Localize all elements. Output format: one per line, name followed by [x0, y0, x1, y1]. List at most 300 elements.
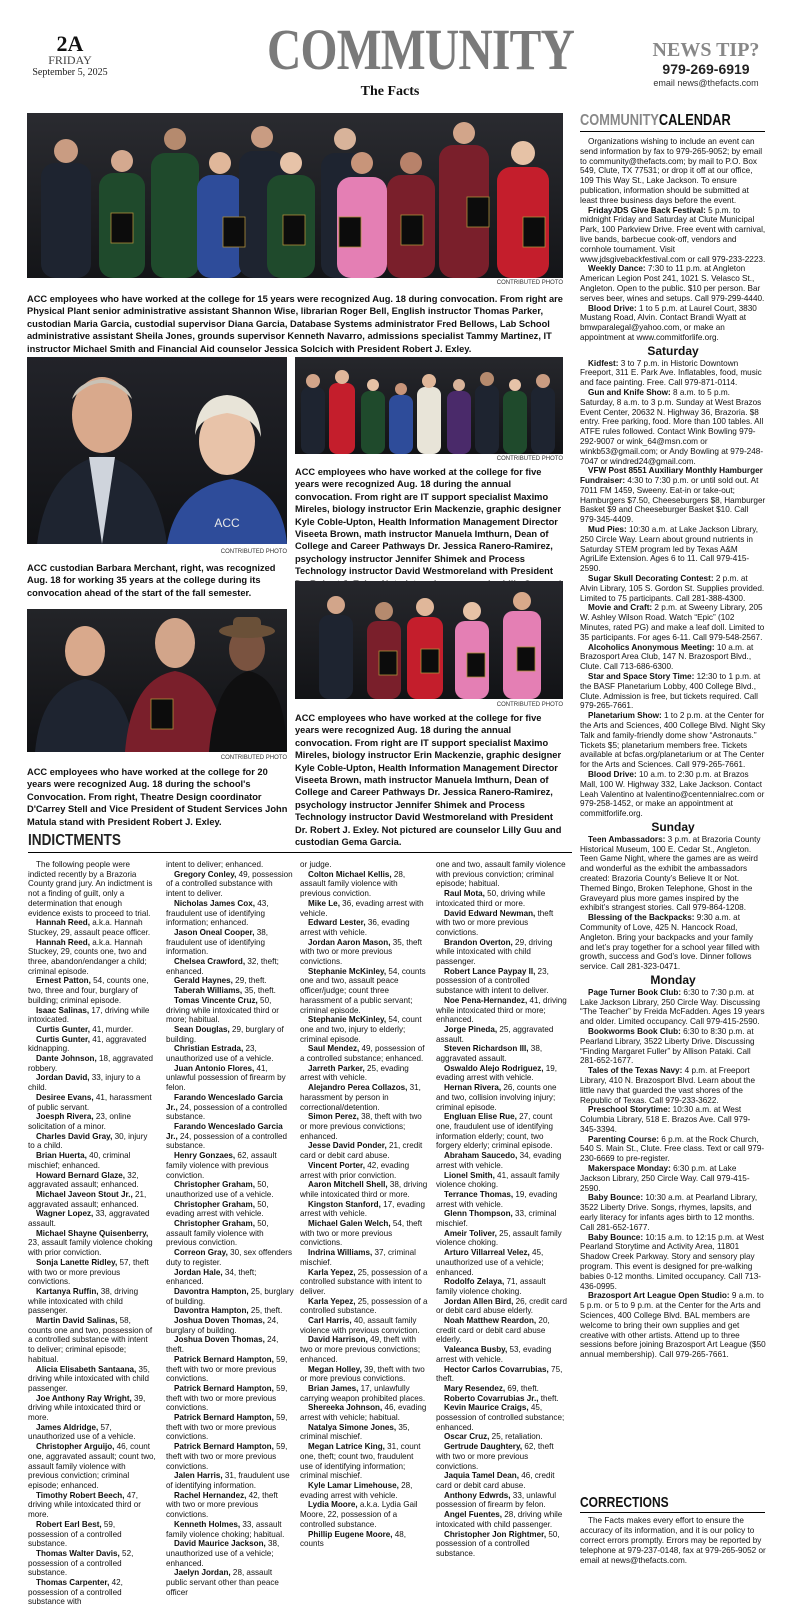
indictment-entry [28, 1093, 156, 1112]
indictment-entry-name: Saul Mendez, [308, 1044, 360, 1054]
indictment-entry-detail: a.k.a. Hannah Stuckey, 29, assault peace officer. [28, 918, 151, 937]
calendar-event-detail: 10:30 a.m. at Pearland Library, 3522 Liberty Drive. Songs, rhymes, lapsits, and early literacy for infants ages birth to 12 months. Call 281-652-1677. [580, 1193, 758, 1232]
indictment-entry-detail: 42, theft with two or more previous convictions. [166, 1490, 278, 1520]
indictment-entry-name: Christopher Arguijo, [36, 1442, 115, 1452]
indictment-entry-detail: 38, unauthorized use of a vehicle; enhanced. [166, 1539, 280, 1568]
calendar-event-detail: 8 a.m. to 5 p.m. Saturday, 8 a.m. to 3 p.m. Sunday at West Brazos Event Center, 20632 N. Highway 36, Brazoria. $8 entry. Free parking, food. More than 100 tables. All ATFE rules followed. Contact Wink Bowling 979-292-9007 or wink_64@msn.com or winkb53@gmail.com; or Andy Bowling at 979-248-7047 or windred24@gmail.com. [580, 387, 764, 466]
indictments-column-2 [166, 860, 294, 1600]
indictment-entry-name: Natalya Simone Jones, [308, 1422, 397, 1432]
indictment-entry-detail: 50, possession of a controlled substance. [436, 1529, 560, 1558]
indictment-entry [166, 1064, 294, 1093]
calendar-event [580, 359, 766, 388]
indictment-entry-detail: 39, theft with two or more previous convictions. [300, 1364, 425, 1384]
indictment-entry [28, 1006, 156, 1025]
calendar-event-detail: 3 p.m. at Brazoria County Historical Museum, 100 E. Cedar St., Angleton. Teen Game Night, where the games are as weird and wonderful as the exhibit the ambassadors created: Brazoria County’s Believe It or Not. Themed Bingo, Broken Telephone, Ghost in the Graveyard plus more games inspired by the exhibit’s strangest stories. Call 979-864-1208. [580, 834, 761, 913]
calendar-event [580, 388, 766, 466]
indictment-entry [436, 1510, 568, 1529]
indictment-entry-name: Anthony Edwrds, [444, 1490, 511, 1500]
indictment-entry-name: Davontra Hampton, [174, 1306, 249, 1316]
indictment-entry [166, 1539, 294, 1568]
indictment-entry [300, 1112, 428, 1141]
indictment-entry [436, 1190, 568, 1209]
indictment-entry-detail: 50, unauthorized use of a vehicle. [166, 1180, 274, 1199]
indictment-entry-name: Stephanie McKinley, [308, 966, 387, 976]
indictment-entry [166, 928, 294, 957]
indictment-entry-name: Engluan Elise Rue, [444, 1112, 517, 1122]
indictment-entry [436, 860, 568, 889]
indictment-entry [166, 1151, 294, 1180]
indictment-entry-detail: 35, criminal mischief. [300, 1422, 410, 1442]
indictment-entry-name: Arturo Villarreal Velez, [444, 1248, 530, 1258]
indictments-column-1 [28, 860, 156, 1607]
indictment-entry-name: Farando Wenceslado Garcia Jr., [166, 1092, 283, 1112]
calendar-event [580, 1135, 766, 1164]
indictment-entry-detail: 50, assault family violence with previous conviction. [166, 1219, 269, 1248]
indictment-entry-name: Mike Le, [308, 898, 340, 908]
photo-credit: CONTRIBUTED PHOTO [496, 280, 563, 286]
indictment-entry-detail: 26, counts one and two, collision involving injury; criminal episode. [436, 1083, 557, 1112]
indictment-entry-name: Simon Perez, [308, 1112, 359, 1122]
calendar-event-detail: 3 to 7 p.m. in Historic Downtown Freeport, 311 E. Park Ave. Inflatables, food, music and face painting. Free. Call 979-871-0114. [580, 358, 762, 388]
indictment-entry-name: Lydia Moore, [308, 1500, 358, 1510]
calendar-event-name: Kidfest: [588, 358, 619, 368]
indictment-entry-name: Dante Johnson, [36, 1054, 97, 1064]
indictment-entry-detail: 28, assault public servant other than peace officer [166, 1568, 279, 1597]
indictment-entry-detail: 21, credit card or debit card abuse. [300, 1141, 423, 1161]
indictment-entry [28, 1491, 156, 1520]
indictment-entry-name: Jarreth Parker, [308, 1063, 365, 1073]
calendar-event-name: Movie and Craft: [588, 603, 653, 613]
indictment-entry [436, 1297, 568, 1316]
indictment-entry [166, 1471, 294, 1490]
indictment-entry-name: Gregory Conley, [174, 869, 237, 879]
group-photo-illustration [27, 113, 563, 278]
indictment-entry [300, 1365, 428, 1384]
calendar-event [580, 574, 766, 603]
indictment-entry [28, 1171, 156, 1190]
indictment-entry-name: Jorge Pineda, [444, 1024, 498, 1034]
calendar-event-detail: 5 p.m. to midnight Friday and Saturday at Clute Municipal Park, 100 Parkview Drive. Free event with carnival, live bands, barbecue cook-off, vendors and cornhole tournament. Visit www.jdsgivebackfestival.com or call 979-233-2223. [580, 205, 766, 264]
indictment-entry-detail: 48, counts [300, 1529, 407, 1549]
indictment-entry [28, 1578, 156, 1607]
calendar-event-name: Brazosport Art League Open Studio: [588, 1291, 730, 1301]
indictment-entry-name: David Harrison, [308, 1335, 368, 1345]
indictment-entry-name: Jaelyn Jordan, [174, 1568, 231, 1578]
indictment-entry-name: Jesse David Ponder, [308, 1141, 387, 1151]
indictment-entry [166, 1268, 294, 1287]
indictment-entry [166, 1413, 294, 1442]
caption-5-years-b: ACC employees who have worked at the college for five years were recognized Aug. 18 during the annual convocation. From right are IT support specialist Maximo Mireles, biology instructor Erin Mackenzie, graphic designer Kyle Coble-Upton, Health Information Management Director Viseeta Brown, math instructor Manuela Imthurn, Dean of College and Career Pathways Dr. Jessica Ranero-Ramirez, psychology instructor Jennifer Shimek and Process Technology instructor David Westmoreland with President Dr. Robert J. Exley. Not pictured are counselor Lilly Guu and custodian Gema Garcia. [295, 713, 562, 848]
indictment-entry-detail: 27, count one, fraudulent use of identifying information elderly; count, two forgery elderly; criminal episode. [436, 1112, 553, 1151]
indictment-entry-name: Alicia Elisabeth Santaana, [36, 1364, 137, 1374]
indictment-entry-name: Patrick Bernard Hampton, [174, 1383, 274, 1393]
indictments-title: INDICTMENTS [28, 832, 121, 849]
calendar-event-detail: 9 a.m. to 5 p.m. or 5 to 9 p.m. at the Center for the Arts and Sciences, 400 College Blvd. BAL members are welcome to bring their own supplies and get creative with other artists. Attend up to three sessions before joining Brazosport Art League ($50 annual membership). Call 979-265-7661. [580, 1291, 766, 1360]
indictments-column-4 [436, 860, 568, 1600]
indictment-entry-name: Taberah Williams, [174, 986, 243, 996]
indictments-column-3 [300, 860, 428, 1600]
indictment-entry [436, 1403, 568, 1432]
indictment-entry-name: Oscar Cruz, [444, 1432, 490, 1442]
indictment-entry [436, 1394, 568, 1404]
indictment-entry-detail: 25, theft. [248, 1306, 283, 1316]
indictment-entry [300, 860, 428, 870]
indictment-entry-detail: 50, driving while intoxicated third or more; habitual. [166, 995, 279, 1025]
indictment-entry-name: Christopher Graham, [174, 1180, 255, 1190]
indictment-entry [28, 1209, 156, 1228]
indictment-entry-detail: 39, driving while intoxicated third or more. [28, 1393, 146, 1423]
masthead-logo: The Facts [360, 84, 420, 99]
indictment-entry-detail: 33, unlawful possession of firearm by felon. [436, 1490, 557, 1510]
calendar-monday [580, 988, 766, 1360]
calendar-sunday [580, 835, 766, 972]
calendar-event [580, 913, 766, 972]
indictment-entry-detail: 17, unlawfully carrying weapon prohibited places. [300, 1383, 426, 1403]
indictment-entry [166, 899, 294, 928]
calendar-event [580, 1066, 766, 1105]
indictment-entry-name: Lionel Smith, [444, 1170, 495, 1180]
indictment-entry-name: Patrick Bernard Hampton, [174, 1413, 274, 1423]
indictments-intro: The following people were indicted recently by a Brazoria County grand jury. An indictment is not a finding of guilt, only a determination that enough evidence exists to proceed to trial. [28, 860, 153, 918]
indictment-entry-detail: 30, injury to a child. [28, 1131, 148, 1151]
indictment-entry [166, 1335, 294, 1354]
indictment-entry-detail: 53, evading arrest with vehicle. [436, 1345, 552, 1364]
calendar-event [580, 1027, 766, 1066]
news-tip-email: email news@thefacts.com [653, 78, 759, 88]
indictment-entry-name: Wagner Lopez, [36, 1209, 94, 1219]
indictment-entry-name: Stephanie McKinley, [308, 1015, 387, 1025]
calendar-event-name: Mud Pies: [588, 525, 627, 535]
indictment-entry-detail: or judge. [300, 860, 332, 869]
indictment-entry-detail: 40, criminal mischief; enhanced. [28, 1151, 131, 1170]
indictment-entry-name: Jason Oneal Cooper, [174, 927, 255, 937]
indictment-entry-detail: theft with two or more previous convictions. [436, 908, 554, 937]
indictment-entry [166, 1044, 294, 1063]
indictment-entry-detail: 59, theft with two or more previous convictions. [166, 1442, 288, 1471]
indictment-entry-name: Jaquia Tamel Dean, [444, 1471, 519, 1481]
indictment-entry [166, 1093, 294, 1122]
corrections-text: The Facts makes every effort to ensure the accuracy of its information, and it is our policy to correct errors promptly. Errors may be reported by telephone at 979-237-0148, fax at 979-265-9052 or email at news@thefacts.com. [580, 1516, 766, 1565]
indictment-entry-detail: 24, possession of a controlled substance. [166, 1131, 288, 1151]
indictment-entry [436, 1112, 568, 1151]
calendar-event [580, 835, 766, 913]
calendar-event-name: Blood Drive: [588, 303, 637, 313]
indictment-entry-name: Kevin Maurice Craigs, [444, 1403, 529, 1413]
news-tip-title: NEWS TIP? [652, 39, 760, 61]
photo-15-years [27, 113, 563, 278]
indictment-entry-name: Timothy Robert Beech, [36, 1490, 125, 1500]
indictment-entry-detail: one and two, assault family violence with previous conviction; criminal episode; habitual. [436, 860, 566, 889]
indictment-entry-detail: 19, evading arrest with vehicle. [436, 1189, 558, 1209]
indictment-entry [300, 899, 428, 918]
indictment-entry-detail: 35, theft. [242, 986, 276, 996]
caption-20-years: ACC employees who have worked at the college for 20 years were recognized Aug. 18 during the school's Convocation. From right, Theatre Design coordinator D'Carrey Stell and Vice President of Student Services John Matula stand with President Robert J. Exley. [27, 767, 288, 827]
indictment-entry-detail: 59, theft with two or more previous convictions. [166, 1383, 288, 1413]
indictment-entry-detail: 49, possession of a controlled substance with intent to deliver. [166, 869, 293, 899]
indictment-entry [166, 976, 294, 986]
indictment-entry [166, 1442, 294, 1471]
indictment-entry-detail: 36, evading arrest with vehicle. [300, 898, 424, 918]
indictment-entry-detail: 28, assault family violence with previous conviction. [300, 869, 406, 899]
indictment-entry-detail: 23, online solicitation of a minor. [28, 1112, 131, 1131]
pair-photo-illustration [27, 357, 287, 544]
indictment-entry [300, 1316, 428, 1335]
group-photo-illustration [295, 581, 563, 699]
indictment-entry [436, 889, 568, 908]
indictment-entry-name: Juan Antonio Flores, [174, 1063, 255, 1073]
page-folio [30, 31, 110, 78]
indictment-entry [300, 1141, 428, 1160]
indictment-entry-name: Angel Fuentes, [444, 1510, 503, 1520]
indictment-entry-detail: 37, criminal mischief. [300, 1248, 416, 1267]
indictment-entry [436, 938, 568, 967]
indictment-entry [28, 1520, 156, 1549]
indictment-entry-detail: 24, possession of a controlled substance. [166, 1102, 288, 1122]
calendar-event [580, 1233, 766, 1292]
indictment-entry [300, 1083, 428, 1112]
indictment-entry-detail: 49, possession of a controlled substance; enhanced. [300, 1044, 425, 1064]
calendar-event-name: Alcoholics Anonymous Meeting: [588, 642, 715, 652]
indictment-entry [28, 1423, 156, 1442]
indictment-entry [28, 1316, 156, 1365]
indictment-entry [28, 1073, 156, 1092]
indictment-entry [166, 1520, 294, 1539]
indictment-entry [28, 1287, 156, 1316]
indictment-entry-detail: 36, evading arrest with vehicle. [300, 918, 410, 937]
calendar-event-detail: 6:30 p.m. at Lake Jackson Library, 250 Circle Way. Call 979-415-2590. [580, 1164, 750, 1193]
indictment-entry-name: Jordan Hale, [174, 1267, 223, 1277]
calendar-day-heading: Sunday [651, 819, 695, 834]
indictment-entry [436, 1365, 568, 1384]
indictment-entry [300, 1219, 428, 1248]
indictment-entry-detail: theft. [538, 1393, 559, 1403]
indictment-entry-detail: 25, evading arrest with vehicle. [300, 1063, 409, 1083]
indictment-entry [300, 1248, 428, 1267]
indictment-entry-name: Martin David Salinas, [36, 1316, 118, 1326]
indictment-entry-detail: 54, theft with two or more previous convictions. [300, 1219, 423, 1248]
indictment-entry [300, 918, 428, 937]
calendar-event-name: Baby Bounce: [588, 1232, 644, 1242]
indictment-entry [436, 996, 568, 1025]
indictment-entry-name: Edward Lester, [308, 918, 366, 928]
indictment-entry-name: Kingston Stanford, [308, 1199, 381, 1209]
indictment-entry [436, 1083, 568, 1112]
indictment-entry-name: Megan Latrice King, [308, 1442, 385, 1452]
indictment-entry-name: Phillip Eugene Moore, [308, 1529, 393, 1539]
page-number: 2A [56, 31, 84, 56]
indictment-entry [166, 1568, 294, 1597]
indictment-entry [300, 1297, 428, 1316]
indictment-entry-name: Brandon Overton, [444, 937, 513, 947]
indictment-entry-name: Valeanca Busby, [444, 1345, 508, 1355]
indictment-entry-name: Robert Lance Paypay II, [444, 966, 536, 976]
indictment-entry-detail: 54, counts one and two, assault peace officer/judge; count three harassment of a public servant; criminal episode. [300, 966, 426, 1015]
indictment-entry-detail: 38, driving while intoxicated third or more. [300, 1180, 428, 1199]
indictment-entry-detail: 59, theft with two or more previous convictions. [166, 1413, 288, 1442]
calendar-event-name: Preschool Storytime: [588, 1105, 671, 1115]
calendar-event-detail: 6:30 to 8:30 p.m. at Pearland Library, 3522 Liberty Drive. Discussing “Finding Margaret Fuller” by Allison Pataki. Call 281-652-1677. [580, 1026, 755, 1066]
calendar-title-a: COMMUNITY [580, 112, 659, 129]
photo-5-years-b [295, 581, 563, 699]
calendar-title-b: CALENDAR [658, 112, 731, 129]
calendar-event [580, 1164, 766, 1193]
indictment-entry-name: Glenn Thompson, [444, 1209, 513, 1219]
calendar-event-name: Makerspace Monday: [588, 1164, 671, 1174]
indictment-entry [28, 1190, 156, 1209]
indictment-entry-detail: 21, aggravated assault; enhanced. [28, 1189, 147, 1209]
indictment-entry-name: Christopher Jon Rightmer, [444, 1529, 547, 1539]
indictment-entry-detail: a.k.a. Hannah Stuckey, 29, counts one, two and three, abandon/endanger a child; criminal episode. [28, 937, 147, 976]
indictment-entry-name: Roberto Covarrubias Jr., [444, 1393, 539, 1403]
calendar-event-detail: 10:30 a.m. at Lake Jackson Library, 250 Circle Way. Learn about ground nutrients in Saturday STEM program led by Texas A&M AgriLife Extension. Ages 6 to 11. Call 979-415-2590. [580, 525, 759, 574]
indictment-entry-detail: 41, murder. [89, 1024, 134, 1034]
caption-15-years: ACC employees who have worked at the college for 15 years were recognized Aug. 18 during convocation. From right are Physical Plant senior administrative assistant Shannon Wise, librarian Roger Bell, English instructor Thomas Parker, custodian Maria Garcia, custodial supervisor Diana Garcia, Database Systems administrator Fred Bellows, Lab School administrative assistant Sheila Jones, grounds supervisor Kenneth Navarro, admissions specialist Tammy Martinez, IT instructor Michael Smith and Financial Aid counselor Jessica Solcich with President Robert J. Exley. [27, 294, 563, 354]
indictment-entry-detail: 46, count one, aggravated assault; count two, assault family violence with previous conviction; criminal episode; enhanced. [28, 1442, 156, 1490]
indictment-entry-name: Curtis Gunter, [36, 1024, 90, 1034]
indictment-entry-name: Jordan Allen Bird, [444, 1296, 514, 1306]
indictment-entry [300, 1481, 428, 1500]
indictment-entry [166, 1025, 294, 1044]
photo-credit: CONTRIBUTED PHOTO [496, 456, 563, 462]
indictment-entry-name: Kyle Lamar Limehouse, [308, 1481, 399, 1490]
indictment-entry-detail: 58, counts one and two, possession of a controlled substance with intent to deliver; criminal episode; habitual. [28, 1316, 153, 1364]
indictment-entry-name: Kenneth Holmes, [174, 1519, 241, 1529]
calendar-event-detail: 6:30 to 7:30 p.m. at Lake Jackson Library, 250 Circle Way. Discussing “The Teacher” by Freida McFadden. Ages 19 years and older. Limited occupancy. Call 979-415-2590. [580, 987, 765, 1027]
indictment-entry-detail: 41, unlawful possession of firearm by felon. [166, 1063, 286, 1093]
indictment-entry-detail: 24, theft. [166, 1335, 279, 1355]
indictment-entry [300, 1268, 428, 1297]
calendar-saturday [580, 359, 766, 819]
calendar-event [580, 206, 766, 265]
indictment-entry [300, 1442, 428, 1481]
indictment-entry [166, 1122, 294, 1151]
calendar-event-name: Gun and Knife Show: [588, 387, 671, 397]
calendar-day-heading: Monday [650, 972, 696, 987]
calendar-event-detail: 10 a.m. at Brazosport Area Club, 147 N. Brazosport Blvd., Clute. Call 713-686-6300. [580, 642, 754, 672]
indictment-entry-detail: intent to deliver; enhanced. [166, 860, 264, 869]
indictment-entry [28, 1025, 156, 1035]
indictment-entry-detail: 33, assault family violence choking; habitual. [166, 1519, 285, 1539]
calendar-event-detail: 1 to 5 p.m. at Laurel Court, 3830 Mustang Road, Alvin. Contact Brandi Wyatt at bmwparalegal@yahoo.com, or make an appointment at www.commitforlife.org. [580, 303, 757, 342]
indictment-entry-detail: 17, evading arrest with vehicle. [300, 1199, 425, 1219]
indictment-entry-name: Farando Wenceslado Garcia Jr., [166, 1121, 283, 1141]
calendar-event [580, 603, 766, 642]
indictment-entry [436, 1530, 568, 1559]
date-label: September 5, 2025 [32, 67, 108, 78]
indictment-entry-name: David Maurice Jackson, [174, 1539, 266, 1549]
calendar-event-name: Sugar Skull Decorating Contest: [588, 574, 714, 584]
indictment-entry-name: Joshua Doven Thomas, [174, 1335, 265, 1345]
indictment-entry [436, 1248, 568, 1277]
indictment-entry-name: Desiree Evans, [36, 1092, 94, 1102]
indictment-entry [436, 1151, 568, 1170]
calendar-event-name: Parenting Course: [588, 1134, 659, 1144]
indictment-entry-detail: 35, theft with two or more previous convictions. [300, 937, 422, 967]
indictment-entry [436, 1491, 568, 1510]
calendar-event [580, 988, 766, 1027]
calendar-event-name: Blessing of the Backpacks: [588, 913, 695, 923]
indictment-entry [300, 1500, 428, 1529]
indictment-entry-name: Jordan Aaron Mason, [308, 937, 391, 947]
calendar-event-detail: 4 p.m. at Freeport Library, 410 N. Brazosport Blvd. Learn about the little navy that guarded the vast shores of the Republic of Texas. Call 979-233-3622. [580, 1066, 756, 1105]
indictment-entry [300, 1530, 428, 1549]
indictment-entry-name: Mary Resendez, [444, 1383, 506, 1393]
indictment-entry-detail: 46, evading arrest with vehicle; habitual. [300, 1403, 427, 1423]
indictment-entry [300, 1015, 428, 1044]
indictment-entry-detail: 75, theft. [436, 1364, 563, 1384]
indictment-entry-detail: 41, driving while intoxicated third or more; enhanced. [436, 995, 567, 1025]
calendar-event [580, 1291, 766, 1360]
day-label: FRIDAY [48, 53, 92, 67]
calendar-event [580, 304, 766, 343]
indictment-entry [300, 1423, 428, 1442]
indictment-entry-detail: 57, theft with two or more previous convictions. [28, 1257, 149, 1287]
indictment-entry-detail: 50, evading arrest with vehicle. [166, 1199, 269, 1219]
indictment-entry-detail: 26, credit card or debit card abuse elderly. [436, 1296, 567, 1316]
calendar-event-detail: 6 p.m. at the Rock Church, 540 S. Main St., Clute. Free class. Text or call 979-230-6669 to pre-register. [580, 1134, 765, 1164]
indictment-entry-detail: 20, credit card or debit card abuse elderly. [436, 1316, 550, 1345]
indictment-entry [28, 918, 156, 937]
calendar-event-detail: 1 to 2 p.m. at the Center for the Arts and Sciences, 400 College Blvd. Night Sky Talk and family-friendly dome show “Astronauts.” Tickets $5; planetarium members free. Tickets available at bcfas.org/planetarium or at The Center for the Arts and Sciences. Call 979-265-7661. [580, 711, 766, 770]
indictment-entry-name: Kartanya Ruffin, [36, 1286, 99, 1296]
corrections-title: CORRECTIONS [580, 1494, 669, 1511]
calendar-friday [580, 206, 766, 343]
calendar-event [580, 711, 766, 770]
group-photo-illustration [295, 357, 563, 454]
indictment-entry-name: Henry Gonzaes, [174, 1151, 236, 1161]
indictment-entry-detail: 38, fraudulent use of identifying information. [166, 927, 269, 957]
indictment-entry [166, 870, 294, 899]
indictment-entry [166, 1355, 294, 1384]
indictment-entry [166, 1180, 294, 1199]
indictment-entry [166, 996, 294, 1025]
indictment-entry [436, 1064, 568, 1083]
photo-5-years-a [295, 357, 563, 454]
indictment-entry-detail: 45, possession of controlled substance; enhanced. [436, 1403, 565, 1432]
calendar-event-detail: 10:15 a.m. to 12:15 p.m. at West Pearland Storytime and Activity Area, 11801 Shadow Creek Parkway. Story and sensory play program. This event is designed for pre-walking babies 0-12 months. Limited occupancy. Call 713-436-0995. [580, 1232, 764, 1291]
indictment-entry-detail: 49, theft with two or more previous convictions; enhanced. [300, 1335, 421, 1364]
indictment-entry [300, 1064, 428, 1083]
calendar-event-name: Tales of the Texas Navy: [588, 1066, 683, 1076]
indictment-entry-detail: 33, injury to a child. [28, 1073, 141, 1093]
indictment-entry-detail: 62, theft with two or more previous convictions. [436, 1442, 554, 1471]
indictment-entry-name: Oswaldo Alejo Rodriguez, [444, 1063, 544, 1073]
indictment-entry [436, 1229, 568, 1248]
indictment-entry-name: Noe Pena-Hernandez, [444, 995, 528, 1005]
indictment-entry [166, 1316, 294, 1335]
indictment-entry-name: Karla Yepez, [308, 1296, 356, 1306]
indictment-entry-detail: 69, theft. [505, 1383, 539, 1393]
indictment-entry-detail: 35, driving while intoxicated with child passenger. [28, 1364, 150, 1393]
indictment-entry-detail: 25, retaliation. [489, 1432, 543, 1442]
indictment-entry-detail: 38, theft with two or more previous convictions; enhanced. [300, 1112, 422, 1141]
indictment-entry-detail: 25, burglary of building. [166, 1286, 294, 1306]
indictments-rule [28, 852, 572, 853]
indictment-entry-name: Patrick Bernard Hampton, [174, 1442, 274, 1452]
indictment-entry-detail: 31, harassment by person in correctional/detention. [300, 1083, 421, 1112]
indictment-entry-name: Michael Shayne Quisenberry, [36, 1228, 149, 1238]
indictment-entry [300, 1044, 428, 1063]
indictment-entry-name: Hannah Reed, [36, 937, 90, 947]
indictment-entry-detail: 25, aggravated assault. [436, 1024, 554, 1044]
indictment-entry-detail: 41, assault family violence choking. [436, 1170, 560, 1190]
indictment-entry-name: Gerald Haynes, [174, 976, 233, 986]
photo-20-years [27, 609, 287, 752]
indictment-entry [28, 1258, 156, 1287]
indictment-entry-name: Noah Matthew Reardon, [444, 1316, 537, 1326]
indictment-entry-name: Hernan Rivera, [444, 1083, 502, 1093]
trio-photo-illustration [27, 609, 287, 752]
